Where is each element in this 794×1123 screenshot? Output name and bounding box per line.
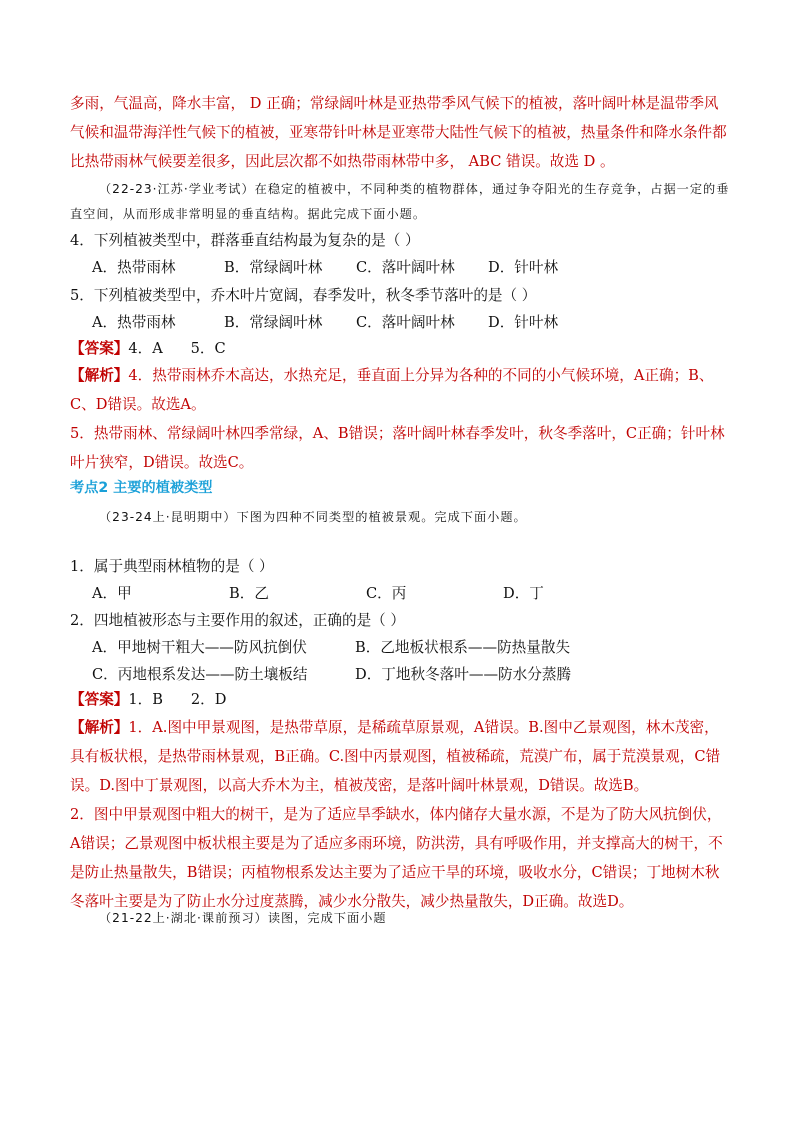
question-1	[70, 556, 730, 605]
option-c: C．丙	[366, 585, 407, 602]
analysis-paragraph	[70, 713, 730, 800]
analysis-block	[70, 361, 730, 477]
question-2	[70, 610, 730, 686]
option-b: B．常绿阔叶林	[224, 259, 323, 276]
option-a: A．甲地树干粗大——防风抗倒伏	[92, 639, 307, 656]
option-c: C．落叶阔叶林	[356, 259, 455, 276]
section-heading-block	[70, 477, 730, 497]
question-context	[70, 906, 730, 931]
answer-tag: 【答案】	[70, 340, 129, 357]
option-b: B．乙	[229, 585, 269, 602]
analysis-paragraph: 2．图中甲景观图中粗大的树干，是为了适应旱季缺水，体内储存大量水源，不是为了防大风抗倒伏，A错误；乙景观图中板状根主要是为了适应多雨环境，防洪涝，具有呼吸作用，并支撑高大的树干，不是防止热量散失，B错误；丙植物根系发达主要为了适应干旱的环境，吸收水分，C错误；丁地树木秋冬落叶主要是为了防止水分过度蒸腾，减少水分散失，减少热量散失，D正确。故选D。	[70, 806, 723, 910]
analysis-paragraph	[70, 361, 730, 419]
question-stem: 2．四地植被形态与主要作用的叙述，正确的是（ ）	[70, 612, 405, 629]
question-context	[70, 177, 730, 227]
option-list	[70, 257, 730, 279]
option-b: B．常绿阔叶林	[224, 314, 323, 331]
option-c: C．丙地根系发达——防土壤板结	[92, 666, 308, 683]
context-text: （23-24上·昆明期中）下图为四种不同类型的植被景观。完成下面小题。	[99, 510, 527, 524]
option-a: A．热带雨林	[92, 259, 176, 276]
option-d: D．针叶林	[488, 259, 559, 276]
analysis-tag: 【解析】	[70, 719, 129, 736]
option-row	[70, 637, 730, 659]
analysis-text: 4．热带雨林乔木高达，水热充足，垂直面上分异为各种的不同的小气候环境，A正确；B、C、D错误。故选A。	[70, 367, 714, 413]
option-c: C．落叶阔叶林	[356, 314, 455, 331]
analysis-block	[70, 713, 730, 916]
option-d: D．丁地秋冬落叶——防水分蒸腾	[355, 666, 572, 683]
question-stem: 4．下列植被类型中，群落垂直结构最为复杂的是（ ）	[70, 232, 420, 249]
option-b: B．乙地板状根系——防热量散失	[355, 639, 571, 656]
question-4	[70, 230, 730, 279]
question-stem: 1．属于典型雨林植物的是（ ）	[70, 558, 274, 575]
section-heading: 考点2 主要的植被类型	[70, 480, 213, 496]
answer-tag: 【答案】	[70, 691, 129, 708]
option-list	[70, 583, 730, 605]
answer-block	[70, 689, 730, 711]
answer-line	[70, 689, 730, 711]
answer-line	[70, 338, 730, 360]
question-context	[70, 505, 730, 530]
answer-text: 1．B 2．D	[128, 691, 227, 708]
option-row	[70, 664, 730, 686]
option-d: D．丁	[503, 585, 544, 602]
analysis-tag: 【解析】	[70, 367, 129, 384]
analysis-text: 1．A.图中甲景观图，是热带草原，是稀疏草原景观，A错误。B.图中乙景观图，林木茂密，具有板状根，是热带雨林景观，B正确。C.图中丙景观图，植被稀疏，荒漠广布，属于荒漠景观，C错误。D.图中丁景观图，以高大乔木为主，植被茂密，是落叶阔叶林景观，D错误。故选B。	[70, 719, 721, 794]
analysis-paragraph: 多雨，气温高，降水丰富， D 正确；常绿阔叶林是亚热带季风气候下的植被，落叶阔叶林是温带季风气候和温带海洋性气候下的植被，亚寒带针叶林是亚寒带大陆性气候下的植被，热量条件和降水条件都比热带雨林气候要差很多，因此层次都不如热带雨林带中多， ABC 错误。故选 D 。	[70, 95, 727, 170]
context-text: （21-22上·湖北·课前预习）读图，完成下面小题	[99, 911, 387, 925]
option-list	[70, 312, 730, 334]
context-text: （22-23·江苏·学业考试）在稳定的植被中，不同种类的植物群体，通过争夺阳光的生存竞争，占据一定的垂直空间，从而形成非常明显的垂直结构。据此完成下面小题。	[70, 182, 730, 221]
option-a: A．甲	[92, 585, 132, 602]
answer-block	[70, 338, 730, 360]
option-d: D．针叶林	[488, 314, 559, 331]
answer-text: 4．A 5．C	[128, 340, 226, 357]
analysis-continuation	[70, 89, 730, 176]
question-5	[70, 285, 730, 334]
question-stem: 5．下列植被类型中，乔木叶片宽阔，春季发叶，秋冬季节落叶的是（ ）	[70, 287, 537, 304]
option-a: A．热带雨林	[92, 314, 176, 331]
analysis-paragraph: 5．热带雨林、常绿阔叶林四季常绿，A、B错误；落叶阔叶林春季发叶，秋冬季落叶，C正确；针叶林叶片狭窄，D错误。故选C。	[70, 425, 725, 471]
